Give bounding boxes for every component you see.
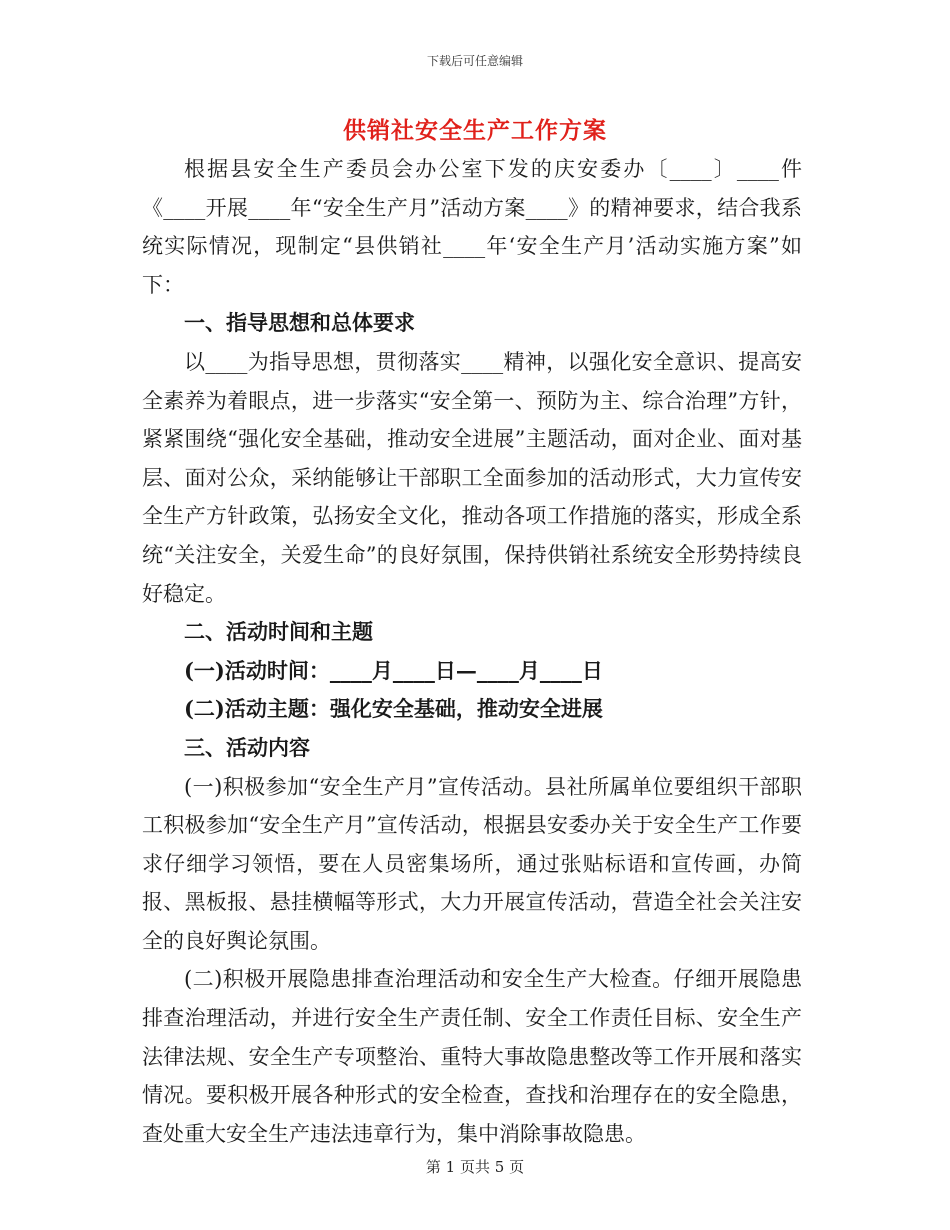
section-1-paragraph: 以____为指导思想，贯彻落实____精神，以强化安全意识、提高安全素养为着眼点，进一步落实“安全第一、预防为主、综合治理”方针，紧紧围绕“强化安全基础，推动安全进展”主题活动，面对企业、面对基层、面对公众，采纳能够让干部职工全面参加的活动形式，大力宣传安全生产方针政策，弘扬安全文化，推动各项工作措施的落实，形成全系统“关注安全，关爱生命”的良好氛围，保持供销社系统安全形势持续良好稳定。 — [142, 349, 802, 606]
section-1-heading: 一、指导思想和总体要求 — [184, 310, 415, 336]
page-header: 下载后可任意编辑 — [426, 54, 523, 68]
document-title: 供销社安全生产工作方案 — [343, 117, 607, 144]
section-3-item-1: (一)积极参加“安全生产月”宣传活动。县社所属单位要组织干部职工积极参加“安全生产月”宣传活动，根据县安委办关于安全生产工作要求仔细学习领悟，要在人员密集场所，通过张贴标语和宣传画，办简报、黑板报、悬挂横幅等形式，大力开展宣传活动，营造全社会关注安全的良好舆论氛围。 — [142, 774, 802, 953]
activity-theme: (二)活动主题：强化安全基础，推动安全进展 — [184, 696, 603, 722]
page-footer: 第 1 页共 5 页 — [425, 1158, 525, 1176]
section-2-heading: 二、活动时间和主题 — [184, 619, 373, 645]
intro-paragraph: 根据县安全生产委员会办公室下发的庆安委办〔____〕____件《____开展____年“安全生产月”活动方案____》的精神要求，结合我系统实际情况，现制定“县供销社____年‘安全生产月’活动实施方案”如下： — [142, 157, 802, 297]
section-3-item-2: (二)积极开展隐患排查治理活动和安全生产大检查。仔细开展隐患排查治理活动，并进行安全生产责任制、安全工作责任目标、安全生产法律法规、安全生产专项整治、重特大事故隐患整改等工作开展和落实情况。要积极开展各种形式的安全检查，查找和治理存在的安全隐患，查处重大安全生产违法违章行为，集中消除事故隐患。 — [142, 967, 802, 1146]
section-3-heading: 三、活动内容 — [184, 734, 310, 760]
activity-time: (一)活动时间：____月____日—____月____日 — [184, 657, 603, 683]
document-body — [142, 150, 802, 1153]
